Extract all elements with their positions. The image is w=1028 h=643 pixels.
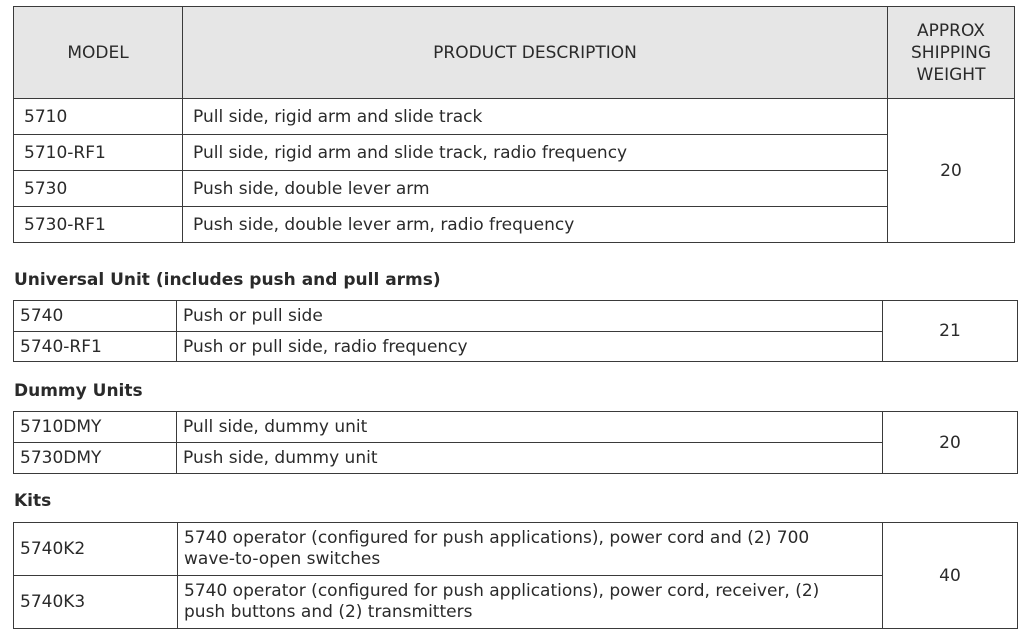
description-line: push buttons and (2) transmitters xyxy=(184,602,473,622)
description-cell: Push side, double lever arm, radio frequency xyxy=(183,207,888,243)
header-weight-line1: APPROX xyxy=(917,20,985,41)
universal-table xyxy=(13,300,1018,362)
model-cell: 5730DMY xyxy=(14,443,177,474)
section-title-dummy: Dummy Units xyxy=(14,381,143,401)
weight-cell: 21 xyxy=(883,301,1018,362)
model-cell: 5740-RF1 xyxy=(14,332,177,362)
description-cell xyxy=(178,523,883,576)
weight-cell: 20 xyxy=(883,412,1018,474)
model-cell: 5730 xyxy=(14,171,183,207)
section-title-universal: Universal Unit (includes push and pull arms) xyxy=(14,270,441,290)
header-model: MODEL xyxy=(14,7,183,99)
description-cell: Pull side, dummy unit xyxy=(177,412,883,443)
kits-table xyxy=(13,522,1018,629)
description-cell: Push or pull side xyxy=(177,301,883,332)
weight-cell: 20 xyxy=(888,99,1015,243)
description-line: wave-to-open switches xyxy=(184,549,381,569)
description-cell: Push side, dummy unit xyxy=(177,443,883,474)
model-cell: 5710DMY xyxy=(14,412,177,443)
model-cell: 5740 xyxy=(14,301,177,332)
description-cell: Pull side, rigid arm and slide track, radio frequency xyxy=(183,135,888,171)
header-description: PRODUCT DESCRIPTION xyxy=(183,7,888,99)
weight-cell: 40 xyxy=(883,523,1018,629)
header-weight-line3: WEIGHT xyxy=(916,64,986,85)
model-cell: 5740K3 xyxy=(14,576,178,629)
dummy-table xyxy=(13,411,1018,474)
description-line: 5740 operator (configured for push applications), power cord, receiver, (2) xyxy=(184,581,820,601)
model-cell: 5740K2 xyxy=(14,523,178,576)
header-weight-line2: SHIPPING xyxy=(911,42,991,63)
section-title-kits: Kits xyxy=(14,491,52,511)
model-cell: 5730-RF1 xyxy=(14,207,183,243)
description-cell: Push side, double lever arm xyxy=(183,171,888,207)
header-weight xyxy=(888,7,1015,99)
description-cell: Push or pull side, radio frequency xyxy=(177,332,883,362)
model-cell: 5710-RF1 xyxy=(14,135,183,171)
model-cell: 5710 xyxy=(14,99,183,135)
description-cell xyxy=(178,576,883,629)
main-product-table xyxy=(13,6,1015,243)
description-cell: Pull side, rigid arm and slide track xyxy=(183,99,888,135)
description-line: 5740 operator (configured for push applications), power cord and (2) 700 xyxy=(184,528,810,548)
